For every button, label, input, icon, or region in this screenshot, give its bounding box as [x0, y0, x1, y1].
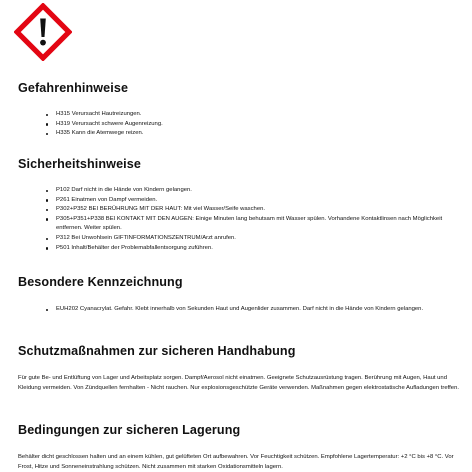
list-item: P302+P352 BEI BERÜHRUNG MIT DER HAUT: Mit viel Wasser/Seife waschen. — [44, 205, 464, 215]
section-title-special-labelling: Besondere Kennzeichnung — [18, 275, 183, 289]
list-item: P305+P351+P338 BEI KONTAKT MIT DEN AUGEN: Einige Minuten lang behutsam mit Wasser spülen. Vorhandene Kontaktlinsen nach Möglichkeit entfernen. Weiter spülen. — [44, 215, 464, 234]
handling-precautions-text: Für gute Be- und Entlüftung von Lager und Arbeitsplatz sorgen. Dampf/Aerosol nicht einatmen. Geeignete Schutzausrüstung tragen. Berührung mit Augen, Haut und Kleidung vermeiden. Von Zündquellen fernhalten - Nicht rauchen. Nur explosionsgeschützte Geräte verwenden. Maßnahmen gegen elektrostatische Aufladungen treffen. — [18, 375, 459, 392]
ghs-warning-pictogram — [14, 3, 72, 61]
list-item: H315 Verursacht Hautreizungen. — [44, 110, 464, 120]
safety-statements-list — [44, 186, 464, 253]
section-title-storage-conditions: Bedingungen zur sicheren Lagerung — [18, 423, 241, 437]
section-title-handling-precautions: Schutzmaßnahmen zur sicheren Handhabung — [18, 344, 296, 358]
list-item: H335 Kann die Atemwege reizen. — [44, 129, 464, 139]
hazard-statements-list — [44, 110, 464, 139]
list-item: P501 Inhalt/Behälter der Problemabfallentsorgung zuführen. — [44, 244, 464, 254]
list-item: EUH202 Cyanacrylat. Gefahr. Klebt innerhalb von Sekunden Haut und Augenlider zusammen. Darf nicht in die Hände von Kindern gelangen. — [44, 305, 464, 315]
storage-conditions-text: Behälter dicht geschlossen halten und an einem kühlen, gut gelüfteten Ort aufbewahren. Vor Feuchtigkeit schützen. Empfohlene Lagertemperatur: +2 °C bis +8 °C. Vor Frost, Hitze und Sonneneinstrahlung schützen. Nicht zusammen mit starken Oxidationsmitteln lagern. — [18, 454, 454, 471]
list-item: P102 Darf nicht in die Hände von Kindern gelangen. — [44, 186, 464, 196]
section-title-safety-statements: Sicherheitshinweise — [18, 157, 141, 171]
exclamation-mark-icon — [14, 3, 72, 61]
section-title-hazard-statements: Gefahrenhinweise — [18, 81, 129, 95]
list-item: H319 Verursacht schwere Augenreizung. — [44, 120, 464, 130]
list-item: P312 Bei Unwohlsein GIFTINFORMATIONSZENTRUM/Arzt anrufen. — [44, 234, 464, 244]
list-item: P261 Einatmen von Dampf vermeiden. — [44, 196, 464, 206]
special-labelling-list — [44, 305, 464, 315]
